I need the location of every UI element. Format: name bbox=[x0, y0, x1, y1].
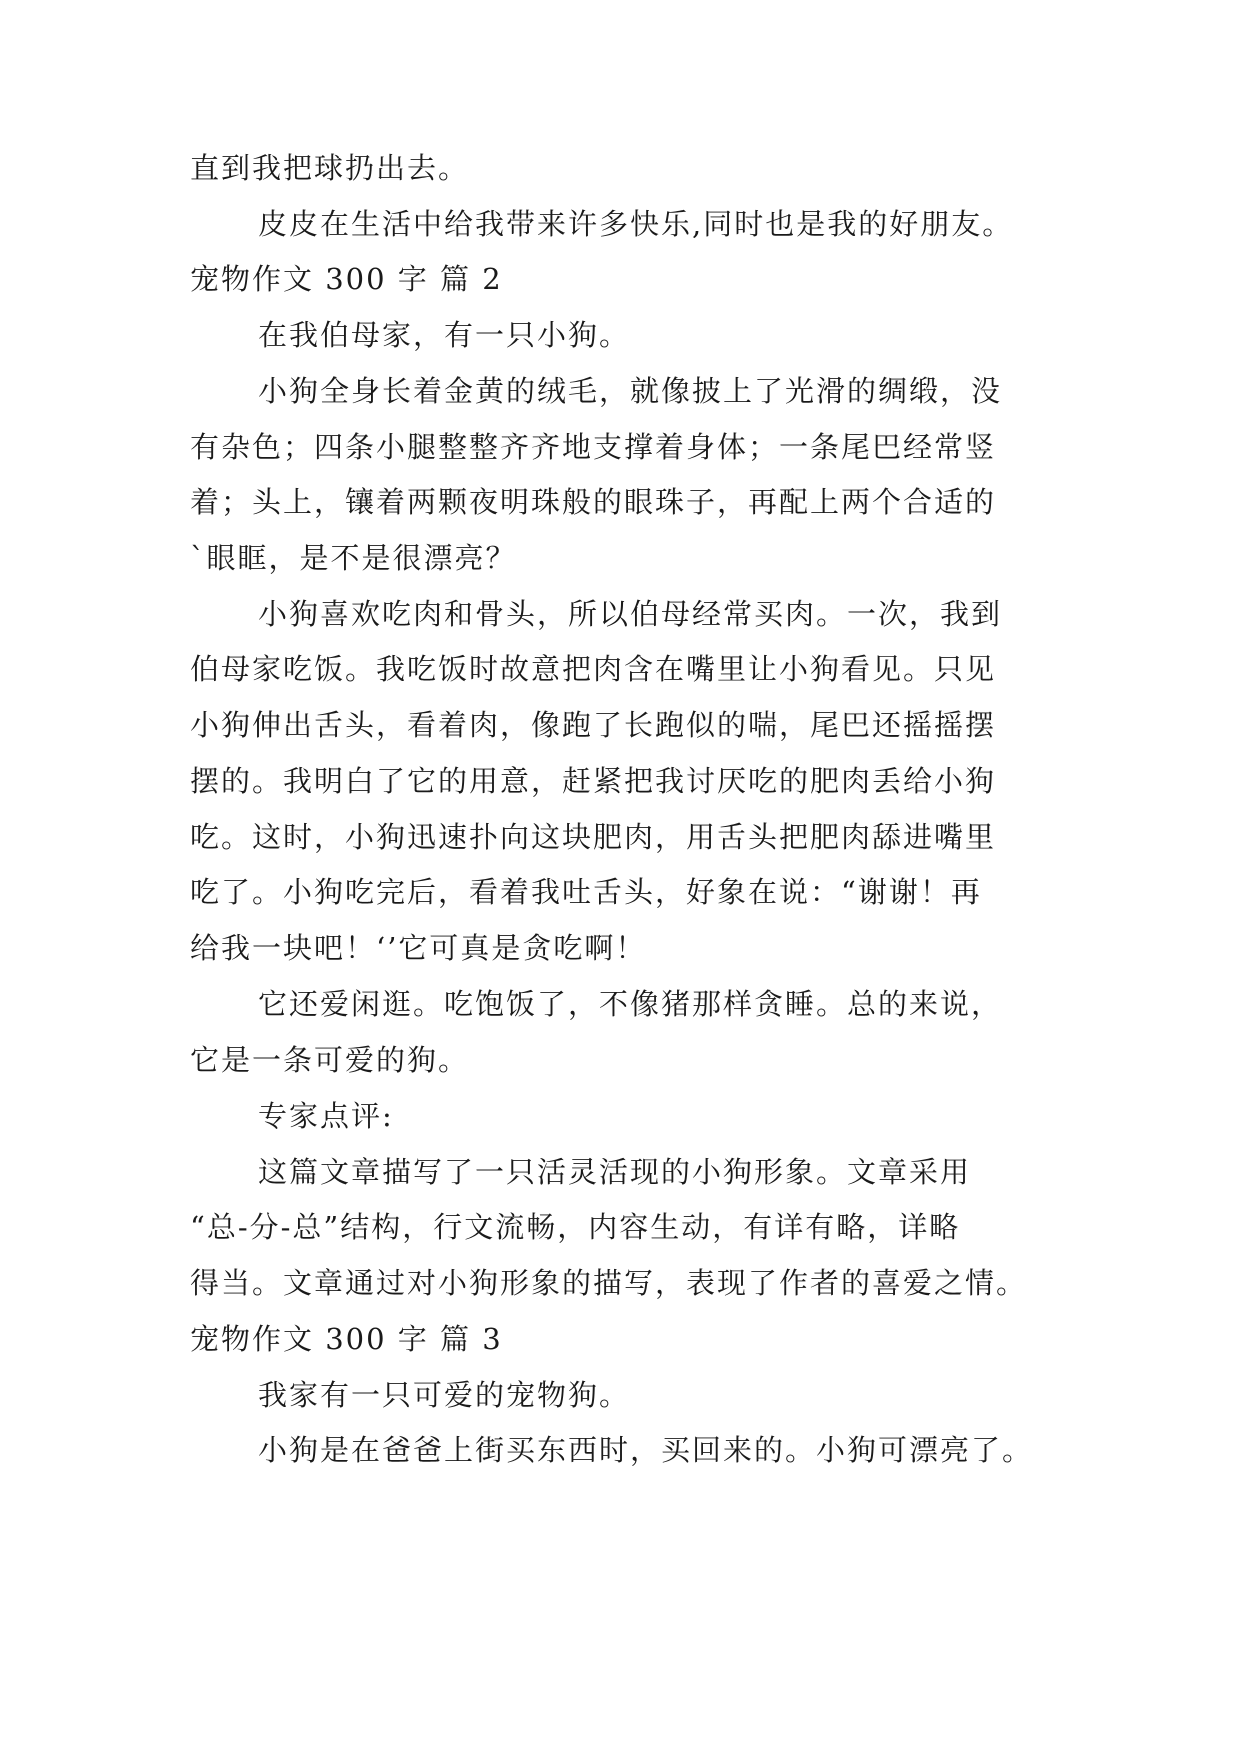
text-line: 它是一条可爱的狗。 bbox=[190, 1043, 470, 1077]
text-line: 直到我把球扔出去。 bbox=[190, 151, 470, 185]
text-line: `眼眶，是不是很漂亮？ bbox=[190, 541, 517, 575]
text-line: 小狗是在爸爸上街买东西时，买回来的。小狗可漂亮了。 bbox=[258, 1433, 1034, 1467]
text-line: 摆的。我明白了它的用意，赶紧把我讨厌吃的肥肉丢给小狗 bbox=[190, 764, 997, 798]
text-line: 给我一块吧！‘’它可真是贪吃啊！ bbox=[190, 931, 647, 965]
text-line: 得当。文章通过对小狗形象的描写，表现了作者的喜爱之情。 bbox=[190, 1266, 1028, 1300]
review-label: 专家点评: bbox=[258, 1099, 394, 1133]
section-heading: 宠物作文 300 字 篇 3 bbox=[190, 1322, 503, 1356]
text-line: 它还爱闲逛。吃饱饭了，不像猪那样贪睡。总的来说， bbox=[258, 987, 1003, 1021]
text-line: 小狗喜欢吃肉和骨头，所以伯母经常买肉。一次，我到 bbox=[258, 597, 1003, 631]
text-line: 伯母家吃饭。我吃饭时故意把肉含在嘴里让小狗看见。只见 bbox=[190, 652, 997, 686]
text-line: 吃。这时，小狗迅速扑向这块肥肉，用舌头把肥肉舔进嘴里 bbox=[190, 820, 997, 854]
text-line: 小狗伸出舌头，看着肉，像跑了长跑似的喘，尾巴还摇摇摆 bbox=[190, 708, 997, 742]
text-line: 这篇文章描写了一只活灵活现的小狗形象。文章采用 bbox=[258, 1155, 972, 1189]
text-line: “总-分-总”结构，行文流畅，内容生动，有详有略，详略 bbox=[190, 1210, 961, 1244]
text-line: 小狗全身长着金黄的绒毛，就像披上了光滑的绸缎，没 bbox=[258, 374, 1003, 408]
text-line: 着；头上，镶着两颗夜明珠般的眼珠子，再配上两个合适的 bbox=[190, 485, 997, 519]
section-heading: 宠物作文 300 字 篇 2 bbox=[190, 262, 503, 296]
text-line: 我家有一只可爱的宠物狗。 bbox=[258, 1378, 631, 1412]
text-line: 在我伯母家，有一只小狗。 bbox=[258, 318, 631, 352]
text-line: 有杂色；四条小腿整整齐齐地支撑着身体；一条尾巴经常竖 bbox=[190, 430, 997, 464]
text-line: 皮皮在生活中给我带来许多快乐,同时也是我的好朋友。 bbox=[258, 207, 1014, 241]
text-line: 吃了。小狗吃完后，看着我吐舌头，好象在说：“谢谢！再 bbox=[190, 875, 982, 909]
